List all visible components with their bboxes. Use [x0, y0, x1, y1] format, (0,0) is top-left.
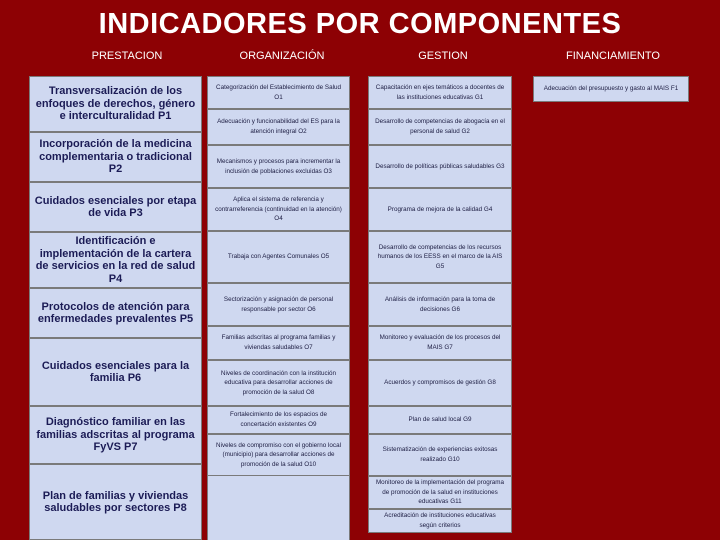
gestion-indicator-g10: Sistematización de experiencias exitosas realizado G10: [368, 434, 512, 476]
gestion-indicator-g9: Plan de salud local G9: [368, 406, 512, 434]
gestion-indicator-g4: Programa de mejora de la calidad G4: [368, 188, 512, 231]
gestion-indicator-g1: Capacitación en ejes temáticos a docentes de las instituciones educativas G1: [368, 76, 512, 109]
gestion-indicator-g2: Desarrollo de competencias de abogacía en el personal de salud G2: [368, 109, 512, 145]
header-gestion: GESTION: [418, 50, 468, 62]
prestacion-indicator-p1: Transversalización de los enfoques de derechos, género e interculturalidad P1: [29, 76, 202, 132]
organizacion-indicator-o3: Mecanismos y procesos para incrementar la inclusión de poblaciones excluidas O3: [207, 145, 350, 188]
organizacion-indicator-o4: Aplica el sistema de referencia y contrarreferencia (continuidad en la atención) O4: [207, 188, 350, 231]
gestion-indicator-g7: Monitoreo y evaluación de los procesos del MAIS G7: [368, 326, 512, 360]
gestion-indicator-g11: Monitoreo de la implementación del programa de promoción de la salud en instituciones educativas G11: [368, 476, 512, 509]
organizacion-indicator-o2: Adecuación y funcionabilidad del ES para la atención integral O2: [207, 109, 350, 145]
gestion-indicator-g8: Acuerdos y compromisos de gestión G8: [368, 360, 512, 406]
organizacion-indicator-o10: Niveles de compromiso con el gobierno local (municipio) para desarrollar acciones de promoción de la salud O10: [207, 434, 350, 476]
organizacion-indicator-o6: Sectorización y asignación de personal responsable por sector O6: [207, 283, 350, 326]
gestion-indicator-g5: Desarrollo de competencias de los recursos humanos de los EESS en el marco de la AIS G5: [368, 231, 512, 283]
organizacion-indicator-o1: Categorización del Establecimiento de Salud O1: [207, 76, 350, 109]
organizacion-column-fill: [207, 476, 350, 540]
header-organizacion: ORGANIZACIÓN: [239, 50, 325, 62]
prestacion-indicator-p4: Identificación e implementación de la cartera de servicios en la red de salud P4: [29, 232, 202, 288]
organizacion-indicator-o7: Familias adscritas al programa familias y viviendas saludables O7: [207, 326, 350, 360]
header-prestacion: PRESTACION: [91, 50, 163, 62]
prestacion-indicator-p8: Plan de familias y viviendas saludables por sectores P8: [29, 464, 202, 540]
gestion-indicator-g6: Análisis de información para la toma de decisiones G6: [368, 283, 512, 326]
page-title: INDICADORES POR COMPONENTES: [98, 8, 622, 40]
prestacion-indicator-p7: Diagnóstico familiar en las familias adscritas al programa FyVS P7: [29, 406, 202, 464]
gestion-indicator-g12: Acreditación de instituciones educativas según criterios: [368, 509, 512, 533]
header-financiamiento: FINANCIAMIENTO: [566, 50, 660, 62]
organizacion-indicator-o8: Niveles de coordinación con la institución educativa para desarrollar acciones de promoción de la salud O8: [207, 360, 350, 406]
prestacion-indicator-p5: Protocolos de atención para enfermedades prevalentes P5: [29, 288, 202, 338]
financiamiento-indicator-f1: Adecuación del presupuesto y gasto al MAIS F1: [533, 76, 689, 102]
organizacion-column: [207, 76, 350, 476]
financiamiento-column: [533, 76, 689, 102]
prestacion-indicator-p2: Incorporación de la medicina complementaria o tradicional P2: [29, 132, 202, 182]
organizacion-indicator-o5: Trabaja con Agentes Comunales O5: [207, 231, 350, 283]
prestacion-indicator-p6: Cuidados esenciales para la familia P6: [29, 338, 202, 406]
gestion-indicator-g3: Desarrollo de políticas públicas saludables G3: [368, 145, 512, 188]
organizacion-indicator-o9: Fortalecimiento de los espacios de concertación existentes O9: [207, 406, 350, 434]
prestacion-column: [29, 76, 202, 540]
prestacion-indicator-p3: Cuidados esenciales por etapa de vida P3: [29, 182, 202, 232]
gestion-column: [368, 76, 512, 533]
